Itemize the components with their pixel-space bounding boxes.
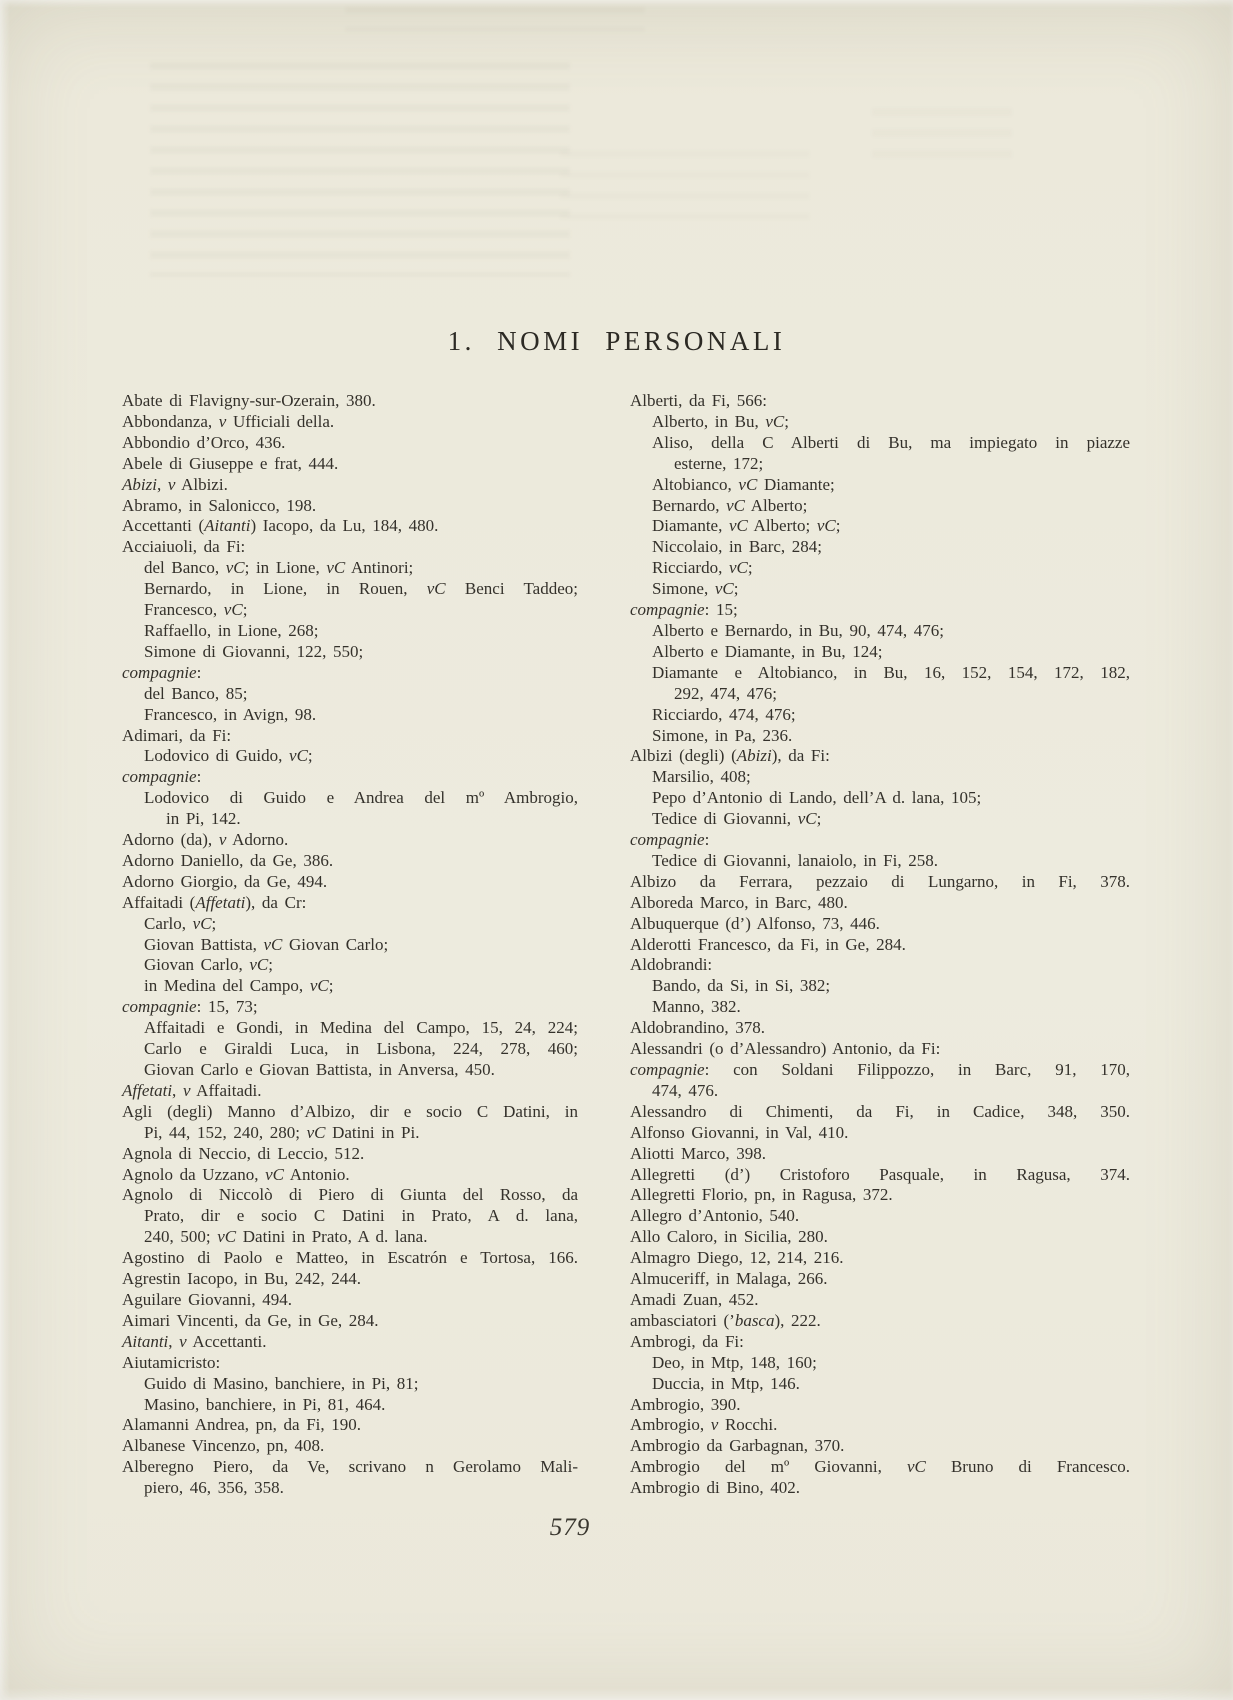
index-line: ambasciatori (’basca), 222. (630, 1310, 821, 1330)
index-line: Adorno (da), v Adorno. (122, 830, 289, 850)
bleed-through-artifact (560, 150, 810, 220)
index-line: Simone, in Pa, 236. (652, 725, 793, 745)
index-line: Abele di Giuseppe e frat, 444. (122, 453, 339, 473)
index-line: Ambrogio del mº Giovanni, vC Bruno di Francesco. (630, 1457, 1130, 1477)
bleed-through-artifact (345, 6, 645, 32)
index-line: Aimari Vincenti, da Ge, in Ge, 284. (122, 1310, 379, 1330)
index-line: Allegro d’Antonio, 540. (630, 1206, 800, 1226)
index-line: Affaitadi e Gondi, in Medina del Campo, 15, 24, 224; (144, 1018, 578, 1038)
index-line: Aguilare Giovanni, 494. (122, 1289, 293, 1309)
index-line: Albizi (degli) (Abizi), da Fi: (630, 746, 830, 766)
index-line: Lodovico di Guido, vC; (144, 746, 313, 766)
index-line: Prato, dir e socio C Datini in Prato, A d. lana, (144, 1206, 578, 1226)
index-line: Alfonso Giovanni, in Val, 410. (630, 1122, 849, 1142)
index-line: Aitanti, v Accettanti. (122, 1331, 267, 1351)
index-line: Affetati, v Affaitadi. (122, 1080, 262, 1100)
index-line: Ambrogio, v Rocchi. (630, 1415, 778, 1435)
index-line: Abizi, v Albizi. (122, 474, 228, 494)
index-line: esterne, 172; (674, 453, 764, 473)
index-line: Marsilio, 408; (652, 767, 751, 787)
index-line: Agnola di Neccio, di Leccio, 512. (122, 1143, 365, 1163)
index-line: Almagro Diego, 12, 214, 216. (630, 1248, 844, 1268)
index-line: Bernardo, in Lione, in Rouen, vC Benci Taddeo; (144, 579, 578, 599)
index-line: Alamanni Andrea, pn, da Fi, 190. (122, 1415, 362, 1435)
index-line: Niccolaio, in Barc, 284; (652, 537, 823, 557)
index-line: Alberegno Piero, da Ve, scrivano n Gerolamo Mali- (122, 1457, 578, 1477)
index-line: Masino, banchiere, in Pi, 81, 464. (144, 1394, 386, 1414)
index-line: in Medina del Campo, vC; (144, 976, 334, 996)
index-line: Manno, 382. (652, 997, 741, 1017)
index-line: Agli (degli) Manno d’Albizo, dir e socio C Datini, in (122, 1101, 578, 1121)
bleed-through-artifact (872, 108, 1012, 166)
index-line: compagnie: con Soldani Filippozzo, in Barc, 91, 170, (630, 1060, 1130, 1079)
index-line: Pepo d’Antonio di Lando, dell’A d. lana, 105; (652, 788, 982, 808)
index-line: Raffaello, in Lione, 268; (144, 620, 319, 640)
index-line: Alberto e Bernardo, in Bu, 90, 474, 476; (652, 620, 944, 640)
index-line: compagnie: 15; (630, 600, 738, 620)
index-line: Deo, in Mtp, 148, 160; (652, 1352, 817, 1372)
index-line: Aliso, della C Alberti di Bu, ma impiegato in piazze (652, 432, 1130, 452)
index-line: Accettanti (Aitanti) Iacopo, da Lu, 184, 480. (122, 516, 439, 536)
index-line: Giovan Carlo, vC; (144, 955, 273, 975)
index-line: Agnolo di Niccolò di Piero di Giunta del Rosso, da (122, 1185, 578, 1205)
index-line: Bando, da Si, in Si, 382; (652, 976, 831, 996)
index-line: del Banco, 85; (144, 683, 248, 703)
index-line: Giovan Carlo e Giovan Battista, in Anversa, 450. (144, 1060, 495, 1079)
index-line: compagnie: (630, 830, 710, 850)
index-line: Giovan Battista, vC Giovan Carlo; (144, 934, 389, 954)
index-line: Abbondio d’Orco, 436. (122, 432, 286, 452)
index-line: Carlo, vC; (144, 913, 217, 933)
index-line: in Pi, 142. (166, 809, 241, 829)
index-line: Aliotti Marco, 398. (630, 1143, 767, 1163)
index-line: Ambrogi, da Fi: (630, 1331, 744, 1351)
index-line: Adimari, da Fi: (122, 725, 232, 745)
index-line: Bernardo, vC Alberto; (652, 495, 808, 515)
index-line: Acciaiuoli, da Fi: (122, 537, 246, 557)
index-line: Pi, 44, 152, 240, 280; vC Datini in Pi. (144, 1122, 420, 1142)
index-line: 240, 500; vC Datini in Prato, A d. lana. (144, 1227, 428, 1247)
index-line: Agnolo da Uzzano, vC Antonio. (122, 1164, 350, 1184)
index-line: Ricciardo, vC; (652, 558, 753, 578)
index-line: 474, 476. (652, 1080, 719, 1100)
index-line: Abbondanza, v Ufficiali della. (122, 411, 335, 431)
index-line: Alessandri (o d’Alessandro) Antonio, da Fi: (630, 1039, 941, 1059)
index-column-left (122, 391, 578, 1499)
index-line: Agostino di Paolo e Matteo, in Escatrón e Tortosa, 166. (122, 1248, 578, 1268)
index-line: Agrestin Iacopo, in Bu, 242, 244. (122, 1269, 362, 1289)
index-line: Alberto, in Bu, vC; (652, 411, 790, 431)
index-line: Ambrogio, 390. (630, 1394, 741, 1414)
index-line: Alberto e Diamante, in Bu, 124; (652, 641, 883, 661)
index-line: Altobianco, vC Diamante; (652, 474, 835, 494)
index-line: Ambrogio da Garbagnan, 370. (630, 1436, 845, 1456)
index-line: Tedice di Giovanni, lanaiolo, in Fi, 258. (652, 850, 938, 870)
index-line: Alderotti Francesco, da Fi, in Ge, 284. (630, 934, 906, 954)
index-line: Alberti, da Fi, 566: (630, 391, 767, 410)
index-line: Albuquerque (d’) Alfonso, 73, 446. (630, 913, 880, 933)
index-line: Lodovico di Guido e Andrea del mº Ambrogio, (144, 788, 578, 808)
index-line: Adorno Daniello, da Ge, 386. (122, 850, 334, 870)
index-line: Francesco, vC; (144, 600, 248, 620)
index-line: Affaitadi (Affetati), da Cr: (122, 892, 307, 912)
index-line: 292, 474, 476; (674, 683, 777, 703)
index-line: Adorno Giorgio, da Ge, 494. (122, 871, 328, 891)
scan-edge (0, 0, 10, 1700)
index-line: Alessandro di Chimenti, da Fi, in Cadice, 348, 350. (630, 1101, 1130, 1121)
index-line: Aiutamicristo: (122, 1352, 221, 1372)
index-line: Duccia, in Mtp, 146. (652, 1373, 800, 1393)
index-line: Abramo, in Salonicco, 198. (122, 495, 317, 515)
index-line: Allegretti (d’) Cristoforo Pasquale, in Ragusa, 374. (630, 1164, 1130, 1184)
index-line: Simone, vC; (652, 579, 739, 599)
index-line: Carlo e Giraldi Luca, in Lisbona, 224, 278, 460; (144, 1039, 578, 1059)
section-title: 1. NOMI PERSONALI (447, 326, 786, 356)
index-line: del Banco, vC; in Lione, vC Antinori; (144, 558, 414, 578)
index-column-right (630, 391, 1130, 1499)
bleed-through-artifact (150, 62, 570, 277)
index-line: Albanese Vincenzo, pn, 408. (122, 1436, 325, 1456)
index-line: Allegretti Florio, pn, in Ragusa, 372. (630, 1185, 893, 1205)
index-line: Amadi Zuan, 452. (630, 1289, 759, 1309)
index-line: Francesco, in Avign, 98. (144, 704, 317, 724)
index-line: Simone di Giovanni, 122, 550; (144, 641, 364, 661)
index-line: Aldobrandi: (630, 955, 713, 975)
index-line: compagnie: (122, 662, 202, 682)
index-line: Albizo da Ferrara, pezzaio di Lungarno, in Fi, 378. (630, 871, 1130, 891)
index-line: Ambrogio di Bino, 402. (630, 1478, 801, 1498)
index-line: Abate di Flavigny-sur-Ozerain, 380. (122, 391, 376, 410)
index-line: Guido di Masino, banchiere, in Pi, 81; (144, 1373, 419, 1393)
page-number: 579 (549, 1514, 591, 1541)
scan-edge (0, 0, 1233, 8)
index-line: Alboreda Marco, in Barc, 480. (630, 892, 848, 912)
index-line: piero, 46, 356, 358. (144, 1478, 284, 1498)
index-line: Ricciardo, 474, 476; (652, 704, 796, 724)
index-line: Diamante e Altobianco, in Bu, 16, 152, 154, 172, 182, (652, 662, 1130, 682)
index-line: compagnie: 15, 73; (122, 997, 258, 1017)
index-line: Diamante, vC Alberto; vC; (652, 516, 841, 536)
index-line: Tedice di Giovanni, vC; (652, 809, 822, 829)
scan-edge (0, 1688, 1233, 1700)
index-line: Allo Caloro, in Sicilia, 280. (630, 1227, 828, 1247)
index-line: compagnie: (122, 767, 202, 787)
index-line: Almuceriff, in Malaga, 266. (630, 1269, 828, 1289)
index-line: Aldobrandino, 378. (630, 1018, 766, 1038)
